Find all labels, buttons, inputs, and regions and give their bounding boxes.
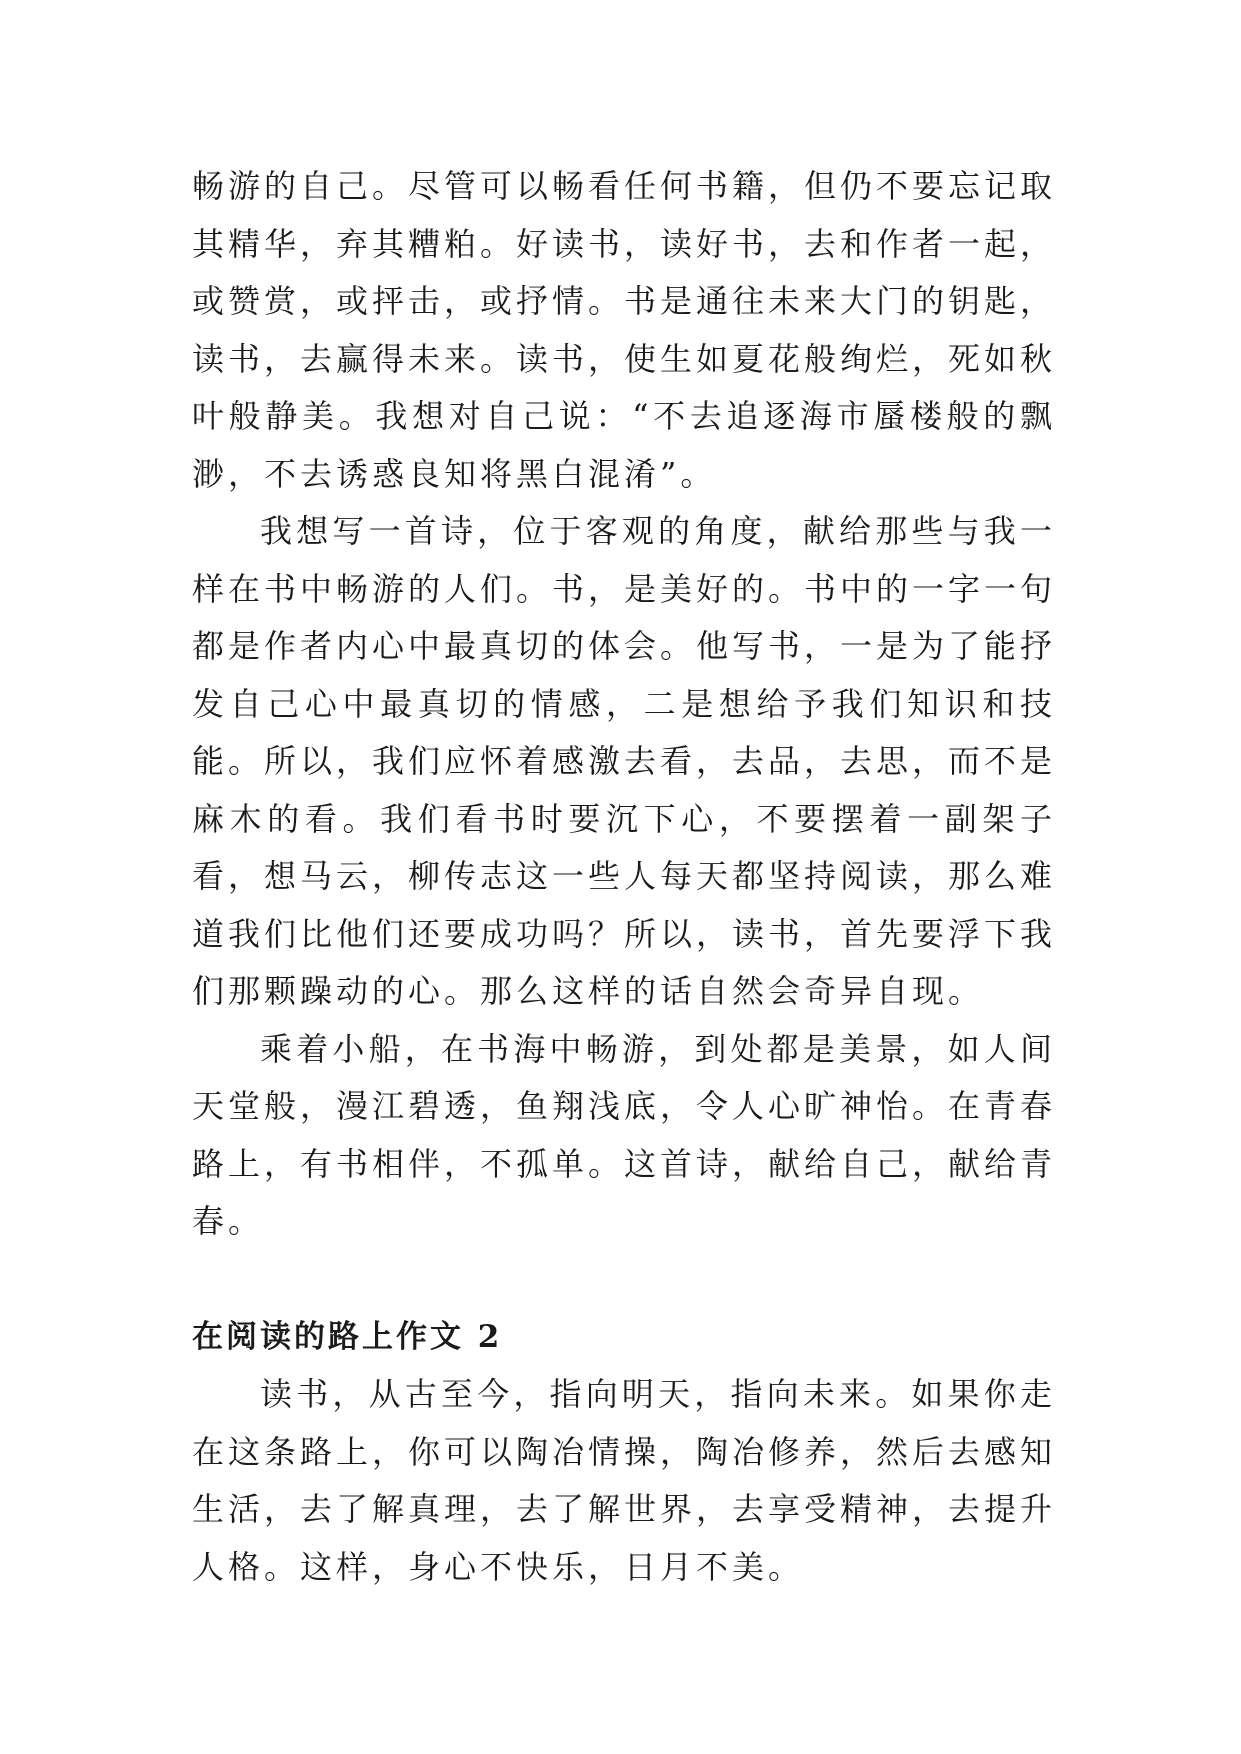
paragraph-boat-sea: 乘着小船，在书海中畅游，到处都是美景，如人间天堂般，漫江碧透，鱼翔浅底，令人心旷神怡。在青春路上，有书相伴，不孤单。这首诗，献给自己，献给青春。 [192,1029,1057,1240]
paragraph-reading-future: 读书，从古至今，指向明天，指向未来。如果你走在这条路上，你可以陶冶情操，陶冶修养，然后去感知生活，去了解真理，去了解世界，去享受精神，去提升人格。这样，身心不快乐，日月不美。 [192,1375,1057,1586]
document-body [192,158,1056,1596]
paragraph-continued: 畅游的自己。尽管可以畅看任何书籍，但仍不要忘记取其精华，弃其糟粕。好读书，读好书，去和作者一起，或赞赏，或抨击，或抒情。书是通往未来大门的钥匙，读书，去赢得未来。读书，使生如夏花般绚烂，死如秋叶般静美。我想对自己说：“不去追逐海市蜃楼般的飘渺，不去诱惑良知将黑白混淆”。 [192,167,1057,493]
section-title: 在阅读的路上作文 2 [192,1318,503,1355]
paragraph-poem-intro: 我想写一首诗，位于客观的角度，献给那些与我一样在书中畅游的人们。书，是美好的。书中的一字一句都是作者内心中最真切的体会。他写书，一是为了能抒发自己心中最真切的情感，二是想给予我们知识和技能。所以，我们应怀着感激去看，去品，去思，而不是麻木的看。我们看书时要沉下心，不要摆着一副架子看，想马云，柳传志这一些人每天都坚持阅读，那么难道我们比他们还要成功吗？所以，读书，首先要浮下我们那颗躁动的心。那么这样的话自然会奇异自现。 [192,512,1057,1010]
